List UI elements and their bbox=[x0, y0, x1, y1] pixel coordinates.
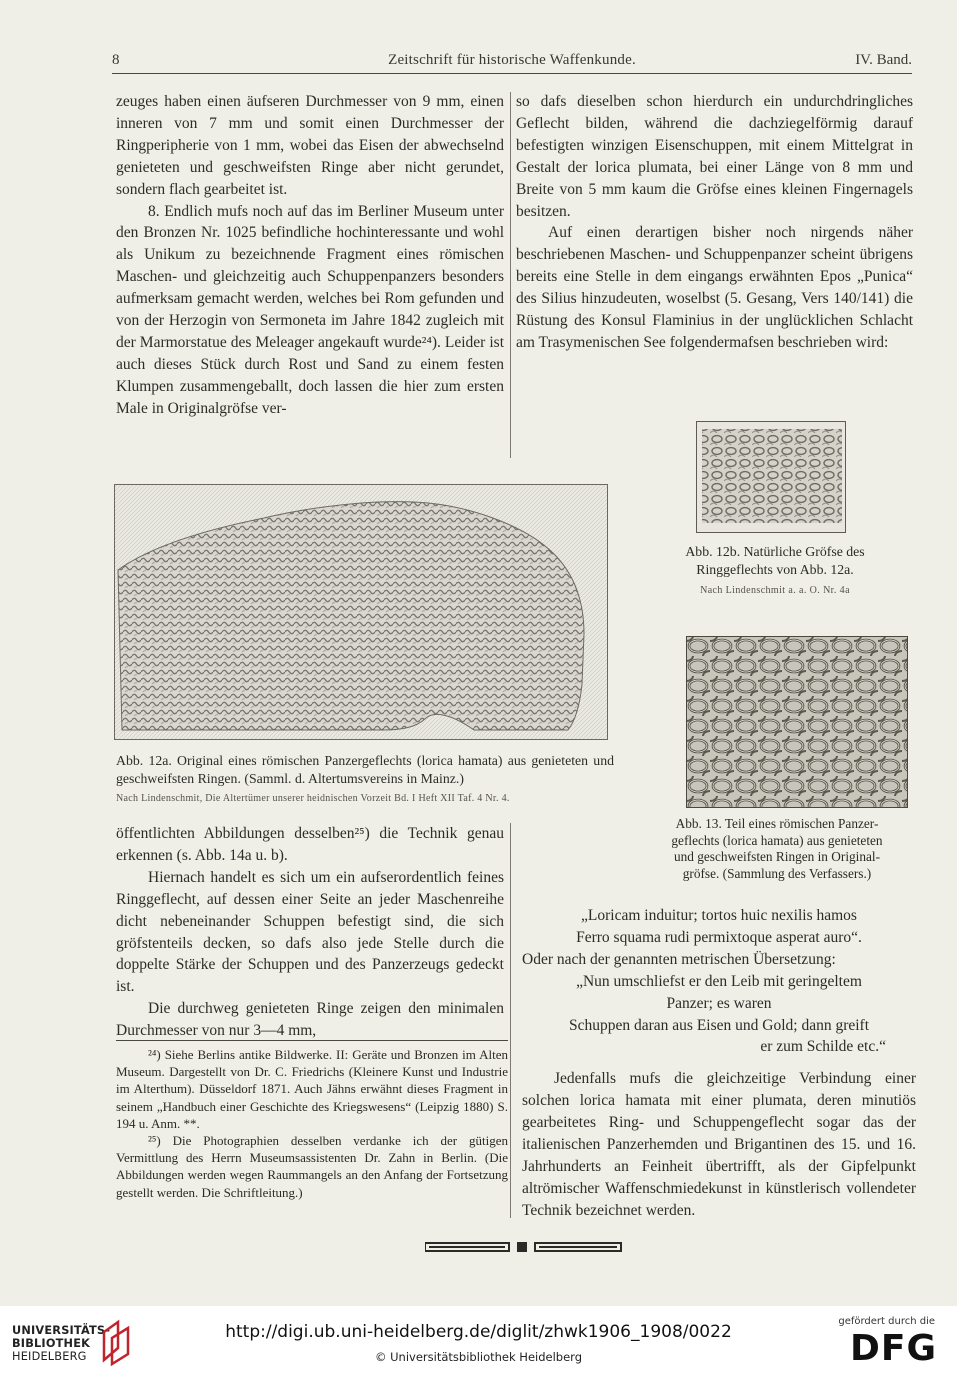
paragraph: Auf einen derartigen bisher noch nirgends näher beschriebenen Maschen- und Schuppenpanzer scheint übrigens bereits eine Stelle in dem eingangs erwähnten Epos „Punica“ des Silius hinzudeuten, woselbst (5. Gesang, Vers 140/141) die Rüstung des Konsul Flaminius in der unglücklichen Schlacht am Trasymenischen See folgendermafsen beschrieben wird: bbox=[516, 224, 913, 351]
journal-title: Zeitschrift für historische Waffenkunde. bbox=[388, 52, 636, 68]
funding-label: gefördert durch die bbox=[838, 1316, 935, 1327]
figure-12a-image bbox=[114, 484, 608, 740]
paragraph: Jedenfalls mufs die gleichzeitige Verbindung einer solchen lorica hamata mit einer plumata, deren minutiös gearbeitetes Ring- und Schuppengeflecht sogar das der italienischen Panzerhemden und Brigantinen des 15. und 16. Jahrhunderts an Feinheit übertrifft, als der Gipfelpunkt altrömischer Waffenschmiedekunst in künstlerisch vollendeter Technik bezeichnet werden. bbox=[522, 1070, 916, 1219]
right-column-bottom bbox=[522, 905, 916, 1222]
footnote-rule bbox=[116, 1040, 508, 1041]
header-rule bbox=[112, 73, 912, 74]
left-column-top bbox=[116, 91, 504, 420]
left-column-bottom bbox=[116, 823, 504, 1042]
caption-line: geflechts (lorica hamata) aus genieteten bbox=[671, 832, 883, 848]
right-column-top bbox=[516, 91, 913, 354]
paragraph: öffentlichten Abbildungen desselben²⁵) die Technik genau erkennen (s. Abb. 14a u. b). bbox=[116, 825, 504, 864]
figure-12b-image bbox=[696, 421, 846, 533]
translation-line: Panzer; es waren bbox=[666, 994, 772, 1012]
footnote: ²⁴) Siehe Berlins antike Bildwerke. II: Geräte und Bronzen im Alten Museum. Dargestellt von Dr. C. Friedrichs (Kleinere Kunst und Industrie im Alterthum). Düsseldorf 1871. Auch Jähns erwähnt dieses Fragment in seinem „Handbuch einer Geschichte des Kriegswesens“ (Leipzig 1880) S. 194 u. Anm. **. bbox=[116, 1047, 508, 1131]
caption-line: Ringgeflechts von Abb. 12a. bbox=[696, 562, 854, 577]
figure-12a-source: Nach Lindenschmit, Die Altertümer unserer heidnischen Vorzeit Bd. I Heft XII Taf. 4 Nr. 4. bbox=[116, 793, 510, 804]
end-ornament bbox=[425, 1238, 625, 1250]
copyright-text: © Universitätsbibliothek Heidelberg bbox=[374, 1350, 582, 1364]
latin-quote-line: Ferro squama rudi permixtoque asperat auro“. bbox=[576, 928, 862, 946]
translation-line: „Nun umschliefst er den Leib mit geringeltem bbox=[576, 972, 862, 990]
paragraph: so dafs dieselben schon hierdurch ein undurchdringliches Geflecht bilden, während die dachziegelförmig darauf befestigten winzigen Eisenschuppen, mit einem Mittelgrat in Gestalt der lorica plumata, bei einer Länge von 8 mm und Breite von 5 mm kaum die Gröfse eines kleinen Fingernagels besitzen. bbox=[516, 93, 913, 220]
caption-line: gröfse. (Sammlung des Verfassers.) bbox=[682, 865, 872, 881]
footnotes bbox=[116, 1046, 508, 1201]
paragraph: Hiernach handelt es sich um ein aufserordentlich feines Ringgeflecht, auf dessen einer Seite an jeder Maschenreihe dicht nebeneinander Schuppen befestigt sind, die sich gröfstenteils decken, so dafs also jede Stelle durch die doppelte Stärke der Schuppen und des Panzerzeugs gedeckt ist. bbox=[116, 868, 504, 996]
paragraph: 8. Endlich mufs noch auf das im Berliner Museum unter den Bronzen Nr. 1025 befindliche hochinteressante und wohl als Unikum zu bezeichnende Fragment eines römischen Maschen- und gleichzeitig auch Schuppenpanzers besonders aufmerksam gemacht werden, welches bei Rom gefunden und von der Herzogin von Sermoneta im Jahre 1842 zugleich mit der Marmorstatue des Meleager angekauft wurde²⁴). Leider ist auch dieses Stück durch Rost und Sand zu einem festen Klumpen zusammengeballt, doch lassen die hier zum ersten Male in Originalgröfse ver- bbox=[116, 202, 504, 417]
translation-intro: Oder nach der genannten metrischen Übersetzung: bbox=[522, 950, 836, 968]
library-name-line: BIBLIOTHEK bbox=[12, 1337, 91, 1350]
column-divider bbox=[510, 823, 511, 1218]
library-name-line: UNIVERSITÄTS- bbox=[12, 1324, 111, 1337]
volume-label: IV. Band. bbox=[855, 52, 912, 68]
figure-12a-caption: Abb. 12a. Original eines römischen Panzergeflechts (lorica hamata) aus genieteten und geschweifsten Ringen. (Samml. d. Altertumsvereins in Mainz.) bbox=[116, 753, 614, 786]
caption-line: Abb. 12b. Natürliche Gröfse des bbox=[685, 544, 865, 559]
latin-quote-line: „Loricam induitur; tortos huic nexilis hamos bbox=[581, 907, 857, 924]
footnote: ²⁵) Die Photographien desselben verdanke ich der gütigen Vermittlung des Herrn Museumsassistenten Dr. Zahn in Berlin. (Die Abbildungen werden wegen Raummangels an den Anfang der Fortsetzung gestellt werden. Die Schriftleitung.) bbox=[116, 1133, 508, 1200]
paragraph: Die durchweg genieteten Ringe zeigen den minimalen Durchmesser von nur 3—4 mm, bbox=[116, 1000, 504, 1040]
paragraph: zeuges haben einen äufseren Durchmesser von 9 mm, einen inneren von 7 mm und somit einen Durchmesser der Ringperipherie von 1 mm, wobei das Eisen der abwechselnd genieteten und geschweifsten Ringe aber nicht gerundet, sondern flach gearbeitet ist. bbox=[116, 93, 504, 198]
caption-line: Abb. 13. Teil eines römischen Panzer- bbox=[675, 816, 879, 831]
figure-13-image bbox=[686, 636, 908, 808]
translation-line: Schuppen daran aus Eisen und Gold; dann greift bbox=[568, 1016, 870, 1034]
translation-line: er zum Schilde etc.“ bbox=[760, 1038, 886, 1056]
figure-12b-caption bbox=[640, 543, 910, 579]
figure-13-caption bbox=[640, 816, 914, 882]
running-header bbox=[112, 50, 912, 72]
footer-bar bbox=[0, 1306, 957, 1379]
column-divider bbox=[510, 92, 511, 458]
page-number: 8 bbox=[112, 52, 120, 68]
page-url-link[interactable]: http://digi.ub.uni-heidelberg.de/diglit/zhwk1906_1908/0022 bbox=[225, 1322, 732, 1342]
figure-12b-source: Nach Lindenschmit a. a. O. Nr. 4a bbox=[700, 585, 850, 596]
library-name-line: HEIDELBERG bbox=[12, 1350, 87, 1363]
caption-line: und geschweifsten Ringen in Original- bbox=[673, 849, 881, 865]
dfg-logo[interactable]: DFG bbox=[849, 1328, 937, 1369]
